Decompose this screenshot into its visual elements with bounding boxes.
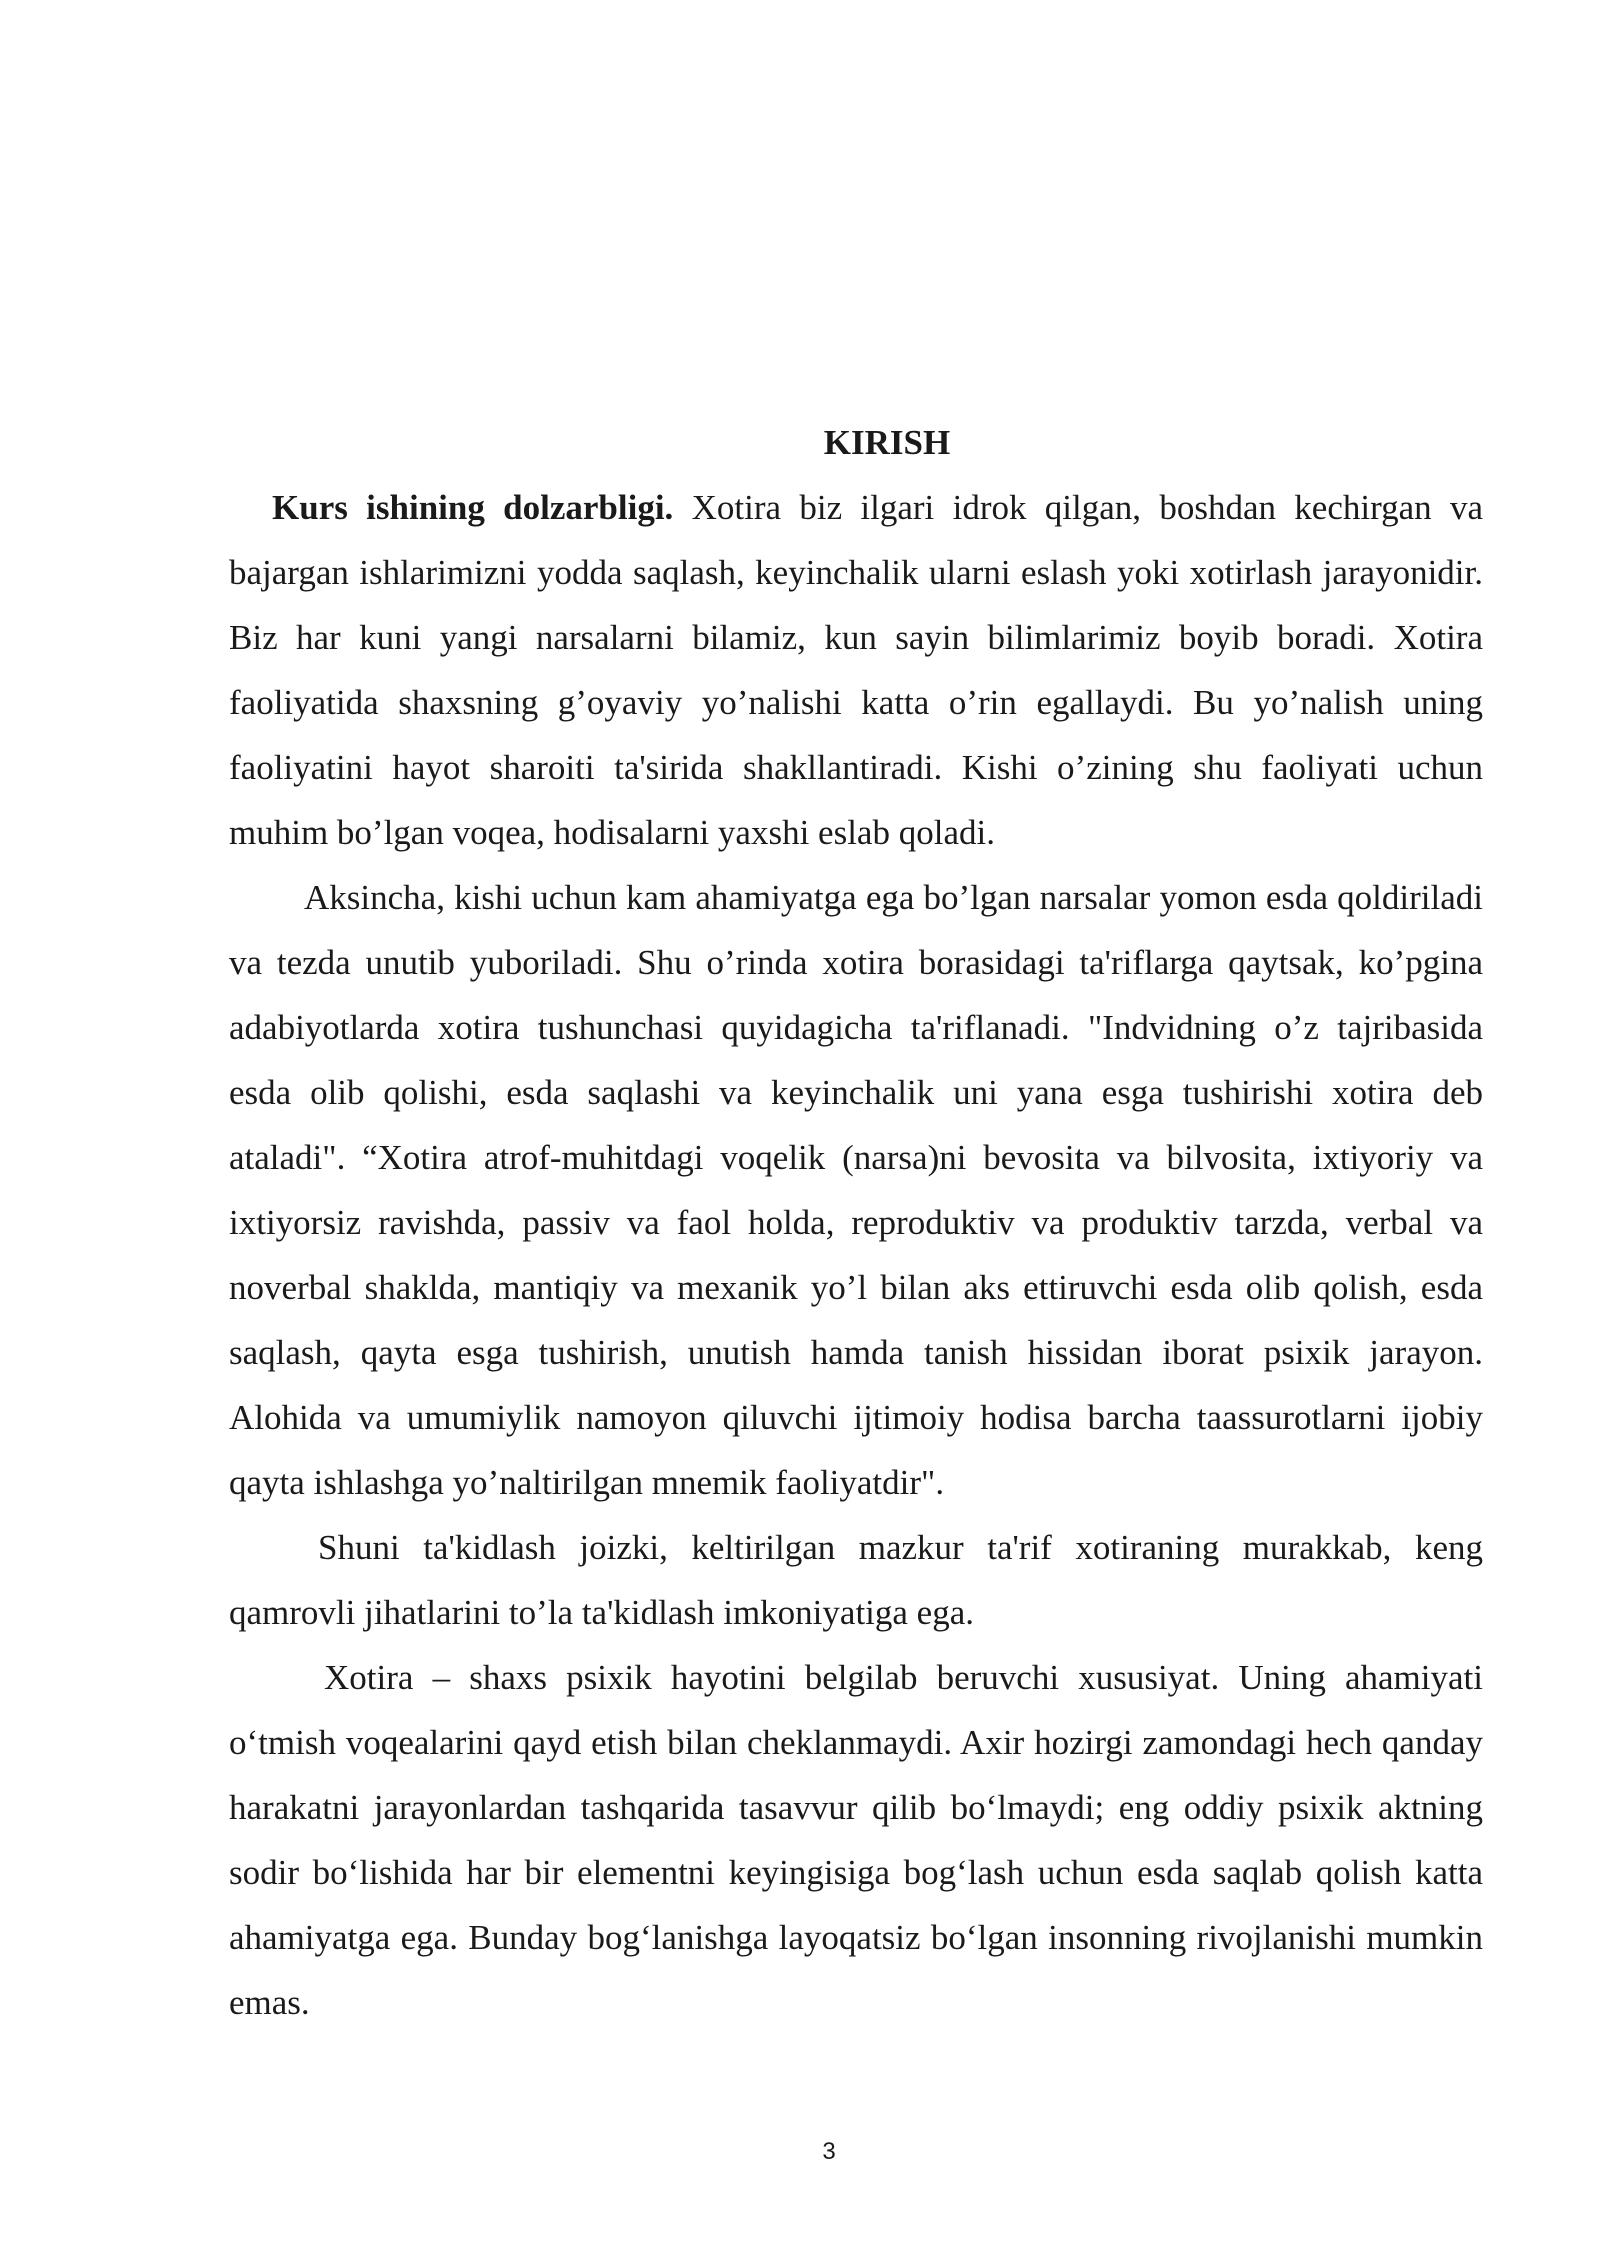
page-number: 3 [822,2138,836,2165]
paragraph-definitions: Aksincha, kishi uchun kam ahamiyatga ega bo’lgan narsalar yomon esda qoldiriladi va tezda unutib yuboriladi. Shu o’rinda xotira borasidagi ta'riflarga qaytsak, ko’pgina adabiyotlarda xotira tushunchasi quyidagicha ta'riflanadi. "Indvidning o’z tajribasida esda olib qolishi, esda saqlashi va keyinchalik uni yana esga tushirishi xotira deb ataladi". “Xotira atrof-muhitdagi voqelik (narsa)ni bevosita va bilvosita, ixtiyoriy va ixtiyorsiz ravishda, passiv va faol holda, reproduktiv va produktiv tarzda, verbal va noverbal shaklda, mantiqiy va mexanik yo’l bilan aks ettiruvchi esda olib qolish, esda saqlash, qayta esga tushirish, unutish hamda tanish hissidan iborat psixik jarayon. Alohida va umumiylik namoyon qiluvchi ijtimoiy hodisa barcha taassurotlarni ijobiy qayta ishlashga yo’naltirilgan mnemik faoliyatdir". [229,878,1483,1502]
page-title: KIRISH [823,423,951,462]
paragraph-relevance [229,475,1483,865]
paragraph-emphasis: Shuni ta'kidlash joizki, keltirilgan mazkur ta'rif xotiraning murakkab, keng qamrovli jihatlarini to’la ta'kidlash imkoniyatiga ega. [229,1528,1483,1632]
page-content [229,410,1483,2035]
paragraph-text: Xotira biz ilgari idrok qilgan, boshdan kechirgan va bajargan ishlarimizni yodda saqlash, keyinchalik ularni eslash yoki xotirlash jarayonidir. Biz har kuni yangi narsalarni bilamiz, kun sayin bilimlarimiz boyib boradi. Xotira faoliyatida shaxsning g’oyaviy yo’nalishi katta o’rin egallaydi. Bu yo’nalish uning faoliyatini hayot sharoiti ta'sirida shakllantiradi. Kishi o’zining shu faoliyati uchun muhim bo’lgan voqea, hodisalarni yaxshi eslab qoladi. [229,488,1483,852]
paragraph-memory-importance: Xotira – shaxs psixik hayotini belgilab beruvchi xususiyat. Uning ahamiyati o‘tmish voqealarini qayd etish bilan cheklanmaydi. Axir hozirgi zamondagi hech qanday harakatni jarayonlardan tashqarida tasavvur qilib bo‘lmaydi; eng oddiy psixik aktning sodir bo‘lishida har bir elementni keyingisiga bog‘lash uchun esda saqlab qolish katta ahamiyatga ega. Bunday bog‘lanishga layoqatsiz bo‘lgan insonning rivojlanishi mumkin emas. [229,1658,1483,2022]
paragraph-lead-heading: Kurs ishining dolzarbligi. [272,488,674,527]
